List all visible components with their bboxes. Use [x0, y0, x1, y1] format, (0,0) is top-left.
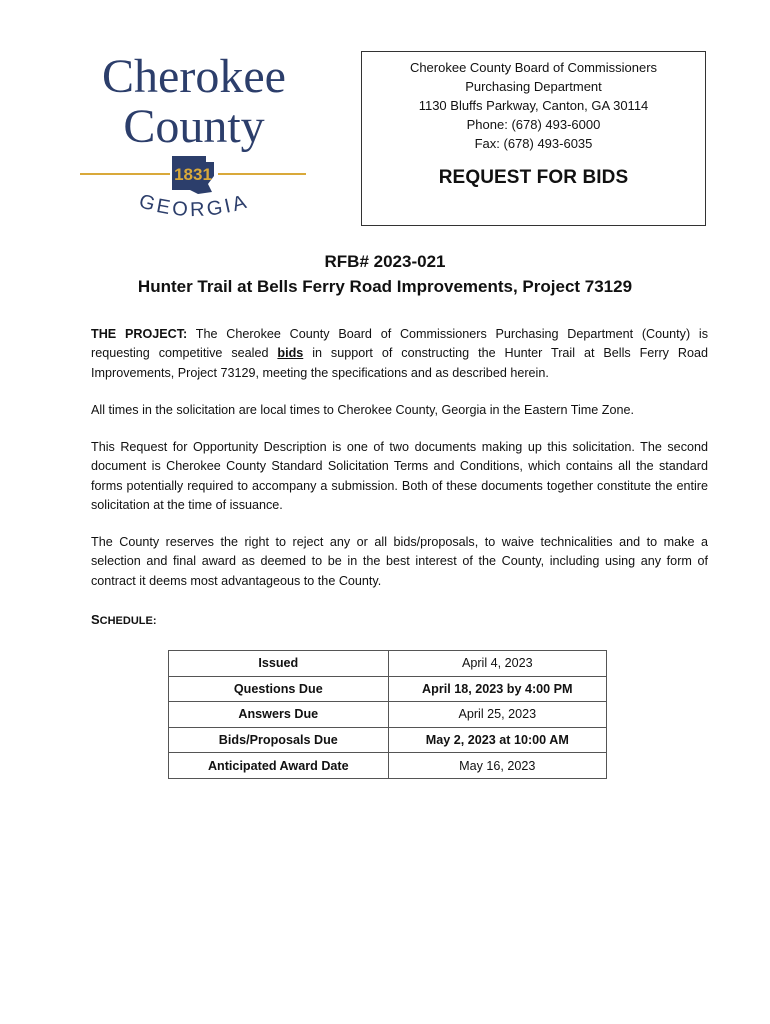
project-text-b: in support of constructing the Hunter Trail at Bells Ferry Road Improvements, Project 73129, meeting the specifications and as described herein.: [91, 346, 708, 380]
schedule-value-issued: April 4, 2023: [388, 651, 606, 677]
project-label: THE PROJECT:: [91, 327, 188, 341]
schedule-value-award: May 16, 2023: [388, 753, 606, 779]
cherokee-county-logo: [78, 52, 310, 224]
contact-line-org: Cherokee County Board of Commissioners: [409, 60, 658, 75]
schedule-value-answers: April 25, 2023: [388, 702, 606, 728]
logo-year: 1831: [174, 165, 212, 184]
bids-emphasis: bids: [277, 346, 304, 361]
schedule-label-award: Anticipated Award Date: [169, 753, 389, 779]
schedule-value-bids: May 2, 2023 at 10:00 AM: [388, 727, 606, 753]
description-paragraph: This Request for Opportunity Description is one of two documents making up this solicitation. The second document is Cherokee County Standard Solicitation Terms and Conditions, which contains all the standard forms potentially required to accompany a submission. Both of these documents together constitute the entire solicitation at the time of issuance.: [91, 440, 708, 512]
contact-line-phone: Phone: (678) 493-6000: [466, 117, 601, 132]
request-for-bids-heading: REQUEST FOR BIDS: [438, 167, 629, 188]
reservation-paragraph: The County reserves the right to reject any or all bids/proposals, to waive technicalities and to make a selection and final award as deemed to be in the best interest of the County, including using any form of contract it deems most advantageous to the County.: [91, 535, 708, 588]
table-row: [169, 651, 607, 677]
logo-state-arc: [136, 190, 251, 221]
logo-graphic: [78, 52, 310, 224]
schedule-heading-rest: CHEDULE:: [99, 615, 157, 627]
schedule-table: [168, 650, 607, 779]
logo-state: GEORGIA: [136, 190, 252, 222]
schedule-heading: [91, 612, 157, 627]
table-row: [169, 727, 607, 753]
contact-line-address: 1130 Bluffs Parkway, Canton, GA 30114: [418, 98, 649, 113]
contact-info-box: [361, 51, 706, 226]
schedule-label-questions: Questions Due: [169, 676, 389, 702]
logo-line1: Cherokee: [102, 52, 286, 103]
project-text-a: The Cherokee County Board of Commissioners Purchasing Department (County) is requesting competitive sealed: [91, 327, 709, 361]
schedule-value-questions: April 18, 2023 by 4:00 PM: [388, 676, 606, 702]
project-title: Hunter Trail at Bells Ferry Road Improvements, Project 73129: [137, 277, 633, 296]
project-paragraph: [91, 325, 708, 383]
schedule-label-issued: Issued: [169, 651, 389, 677]
rfb-number: RFB# 2023-021: [324, 252, 446, 271]
contact-line-fax: Fax: (678) 493-6035: [474, 136, 593, 151]
logo-line2: County: [123, 100, 265, 153]
contact-line-dept: Purchasing Department: [465, 79, 602, 94]
table-row: [169, 702, 607, 728]
schedule-label-bids: Bids/Proposals Due: [169, 727, 389, 753]
schedule-heading-initial: S: [91, 612, 100, 627]
contact-lines: [362, 52, 705, 153]
schedule-label-answers: Answers Due: [169, 702, 389, 728]
time-zone-paragraph: All times in the solicitation are local times to Cherokee County, Georgia in the Eastern Time Zone.: [91, 403, 634, 417]
table-row: [169, 753, 607, 779]
table-row: [169, 676, 607, 702]
